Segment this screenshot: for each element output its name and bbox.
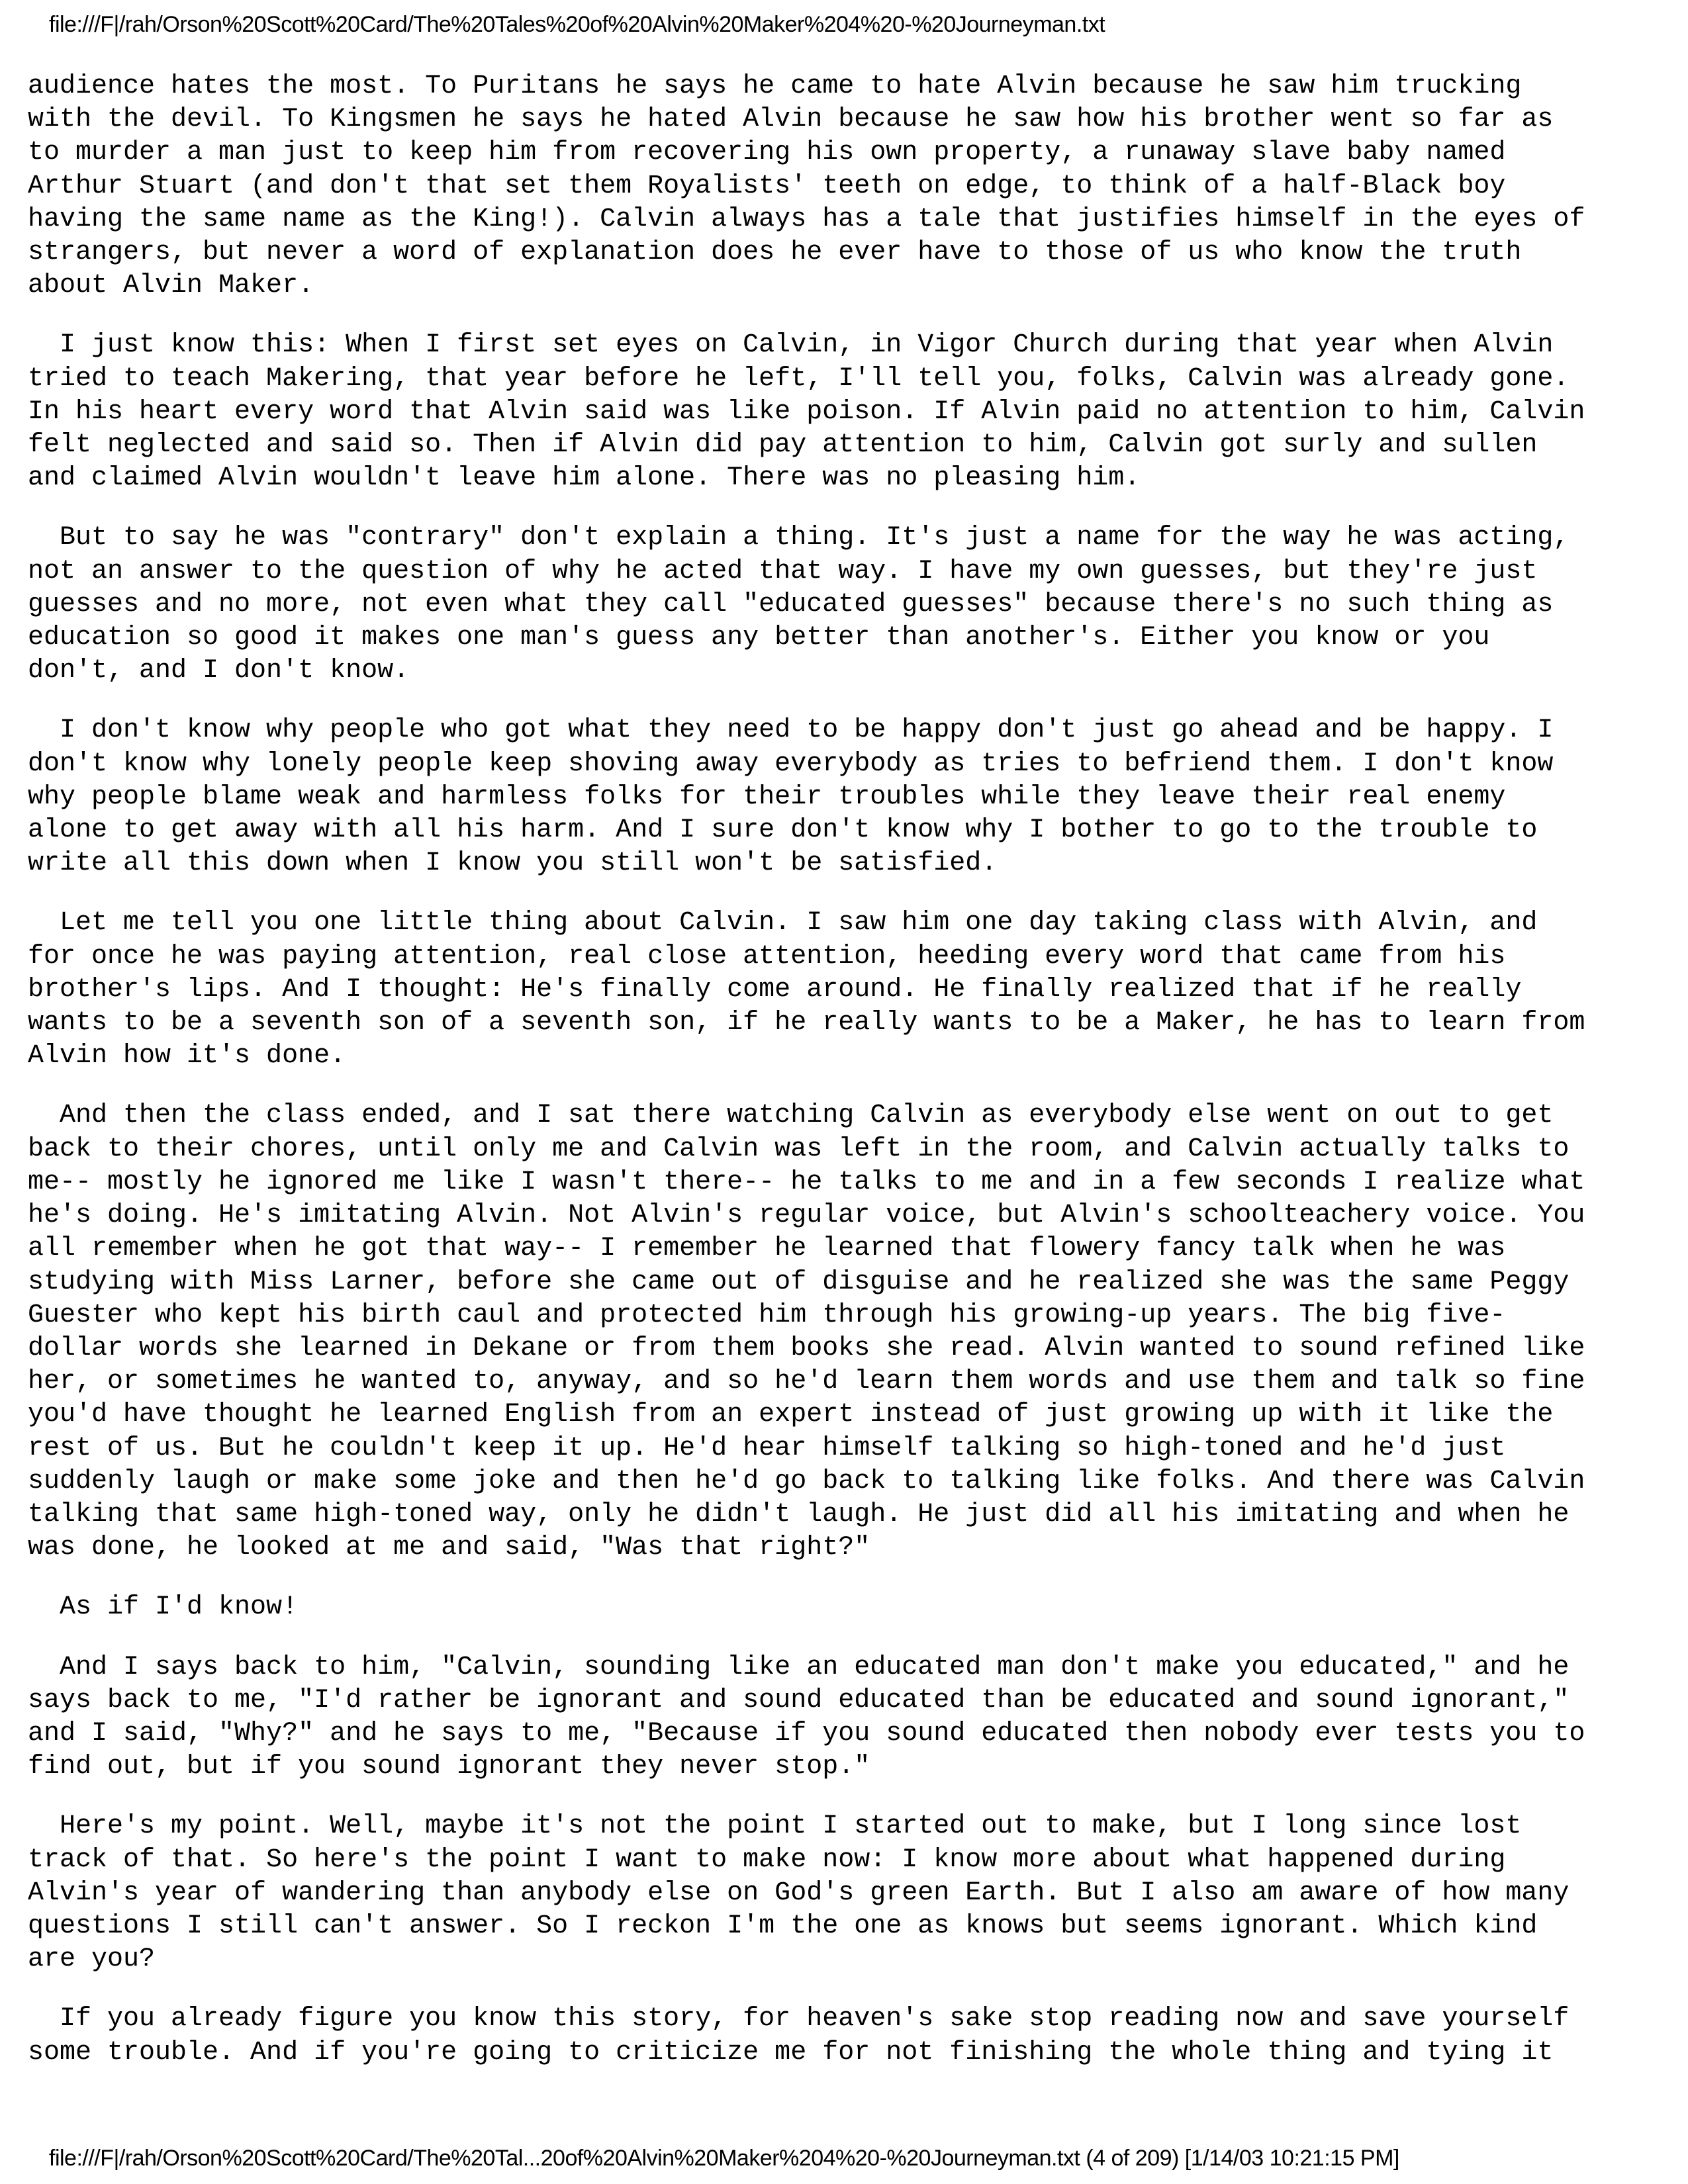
text-line: But to say he was "contrary" don't explain a thing. It's just a name for the way he was acting, <box>28 523 1570 553</box>
text-line: and I said, "Why?" and he says to me, "Because if you sound educated then nobody ever tests you to <box>28 1718 1585 1749</box>
document-body <box>28 70 1669 2096</box>
text-line: dollar words she learned in Dekane or from them books she read. Alvin wanted to sound refined like <box>28 1333 1585 1363</box>
text-line: wants to be a seventh son of a seventh son, if he really wants to be a Maker, he has to learn from <box>28 1008 1585 1038</box>
paragraph <box>28 1591 1669 1624</box>
text-line: don't know why lonely people keep shoving away everybody as tries to befriend them. I don't know <box>28 749 1554 779</box>
text-line: As if I'd know! <box>28 1592 299 1623</box>
text-line: strangers, but never a word of explanation does he ever have to those of us who know the truth <box>28 238 1522 268</box>
text-line: me-- mostly he ignored me like I wasn't there-- he talks to me and in a few seconds I realize what <box>28 1167 1585 1197</box>
text-line: Alvin how it's done. <box>28 1041 346 1071</box>
footer-file-path: file:///F|/rah/Orson%20Scott%20Card/The%20Tal...20of%20Alvin%20Maker%204%20-%20Journeyman.txt (4 of 209) [1/14/03 10:21:15 PM] <box>49 2146 1399 2171</box>
text-line: I just know this: When I first set eyes on Calvin, in Vigor Church during that year when Alvin <box>28 330 1554 361</box>
paragraph <box>28 1810 1669 1976</box>
text-line: questions I still can't answer. So I reckon I'm the one as knows but seems ignorant. Which kind <box>28 1911 1538 1941</box>
header-file-path: file:///F|/rah/Orson%20Scott%20Card/The%20Tales%20of%20Alvin%20Maker%204%20-%20Journeyman.txt <box>49 12 1105 37</box>
text-line: Arthur Stuart (and don't that set them Royalists' teeth on edge, to think of a half-Black boy <box>28 171 1506 201</box>
text-line: studying with Miss Larner, before she came out of disguise and he realized she was the same Peggy <box>28 1267 1570 1297</box>
text-line: was done, he looked at me and said, "Was that right?" <box>28 1533 870 1563</box>
text-line: her, or sometimes he wanted to, anyway, and so he'd learn them words and use them and talk so fine <box>28 1367 1585 1397</box>
text-line: why people blame weak and harmless folks for their troubles while they leave their real enemy <box>28 782 1506 812</box>
text-line: tried to teach Makering, that year before he left, I'll tell you, folks, Calvin was already gone. <box>28 363 1570 394</box>
text-line: In his heart every word that Alvin said was like poison. If Alvin paid no attention to him, Calvin <box>28 396 1585 427</box>
text-line: felt neglected and said so. Then if Alvin did pay attention to him, Calvin got surly and sullen <box>28 430 1538 461</box>
paragraph <box>28 329 1669 495</box>
text-line: says back to me, "I'd rather be ignorant and sound educated than be educated and sound ignorant," <box>28 1685 1570 1715</box>
text-line: Here's my point. Well, maybe it's not the point I started out to make, but I long since lost <box>28 1811 1522 1842</box>
text-line: not an answer to the question of why he acted that way. I have my own guesses, but they're just <box>28 556 1538 586</box>
text-line: rest of us. But he couldn't keep it up. He'd hear himself talking so high-toned and he'd just <box>28 1433 1506 1463</box>
text-line: he's doing. He's imitating Alvin. Not Alvin's regular voice, but Alvin's schoolteachery voice. You <box>28 1201 1585 1231</box>
paragraph <box>28 70 1669 302</box>
text-line: with the devil. To Kingsmen he says he hated Alvin because he saw how his brother went so far as <box>28 105 1554 135</box>
text-line: I don't know why people who got what they need to be happy don't just go ahead and be happy. I <box>28 715 1554 746</box>
text-line: And I says back to him, "Calvin, sounding like an educated man don't make you educated," and he <box>28 1652 1570 1682</box>
text-line: Guester who kept his birth caul and protected him through his growing-up years. The big five- <box>28 1300 1506 1330</box>
text-line: find out, but if you sound ignorant they never stop." <box>28 1752 870 1782</box>
text-line: If you already figure you know this story, for heaven's sake stop reading now and save yourself <box>28 2004 1570 2034</box>
text-line: Alvin's year of wandering than anybody else on God's green Earth. But I also am aware of how many <box>28 1878 1570 1908</box>
paragraph <box>28 2003 1669 2069</box>
text-line: back to their chores, until only me and Calvin was left in the room, and Calvin actually talks to <box>28 1134 1570 1164</box>
text-line: alone to get away with all his harm. And I sure don't know why I bother to go to the trouble to <box>28 815 1538 846</box>
paragraph <box>28 1099 1669 1565</box>
paragraph <box>28 1651 1669 1784</box>
text-line: to murder a man just to keep him from recovering his own property, a runaway slave baby named <box>28 138 1506 168</box>
paragraph <box>28 522 1669 688</box>
text-line: you'd have thought he learned English from an expert instead of just growing up with it like the <box>28 1400 1554 1430</box>
text-line: suddenly laugh or make some joke and then he'd go back to talking like folks. And there was Calvin <box>28 1466 1585 1496</box>
text-line: guesses and no more, not even what they call "educated guesses" because there's no such thing as <box>28 589 1554 619</box>
text-line: some trouble. And if you're going to criticize me for not finishing the whole thing and tying it <box>28 2037 1554 2068</box>
text-line: education so good it makes one man's guess any better than another's. Either you know or you <box>28 623 1490 653</box>
text-line: And then the class ended, and I sat there watching Calvin as everybody else went on out to get <box>28 1101 1554 1131</box>
paragraph <box>28 714 1669 880</box>
text-line: talking that same high-toned way, only he didn't laugh. He just did all his imitating and when he <box>28 1499 1570 1529</box>
text-line: track of that. So here's the point I want to make now: I know more about what happened during <box>28 1844 1506 1875</box>
text-line: Let me tell you one little thing about Calvin. I saw him one day taking class with Alvin, and <box>28 908 1538 938</box>
text-line: having the same name as the King!). Calvin always has a tale that justifies himself in the eyes of <box>28 204 1585 234</box>
text-line: about Alvin Maker. <box>28 271 314 301</box>
text-line: and claimed Alvin wouldn't leave him alone. There was no pleasing him. <box>28 463 1141 494</box>
text-line: audience hates the most. To Puritans he says he came to hate Alvin because he saw him trucking <box>28 71 1522 101</box>
paragraph <box>28 907 1669 1073</box>
text-line: brother's lips. And I thought: He's finally come around. He finally realized that if he really <box>28 974 1522 1005</box>
text-line: write all this down when I know you still won't be satisfied. <box>28 848 998 879</box>
text-line: don't, and I don't know. <box>28 656 410 686</box>
text-line: for once he was paying attention, real close attention, heeding every word that came from his <box>28 941 1506 972</box>
text-line: all remember when he got that way-- I remember he learned that flowery fancy talk when he was <box>28 1234 1506 1264</box>
text-line: are you? <box>28 1944 156 1975</box>
